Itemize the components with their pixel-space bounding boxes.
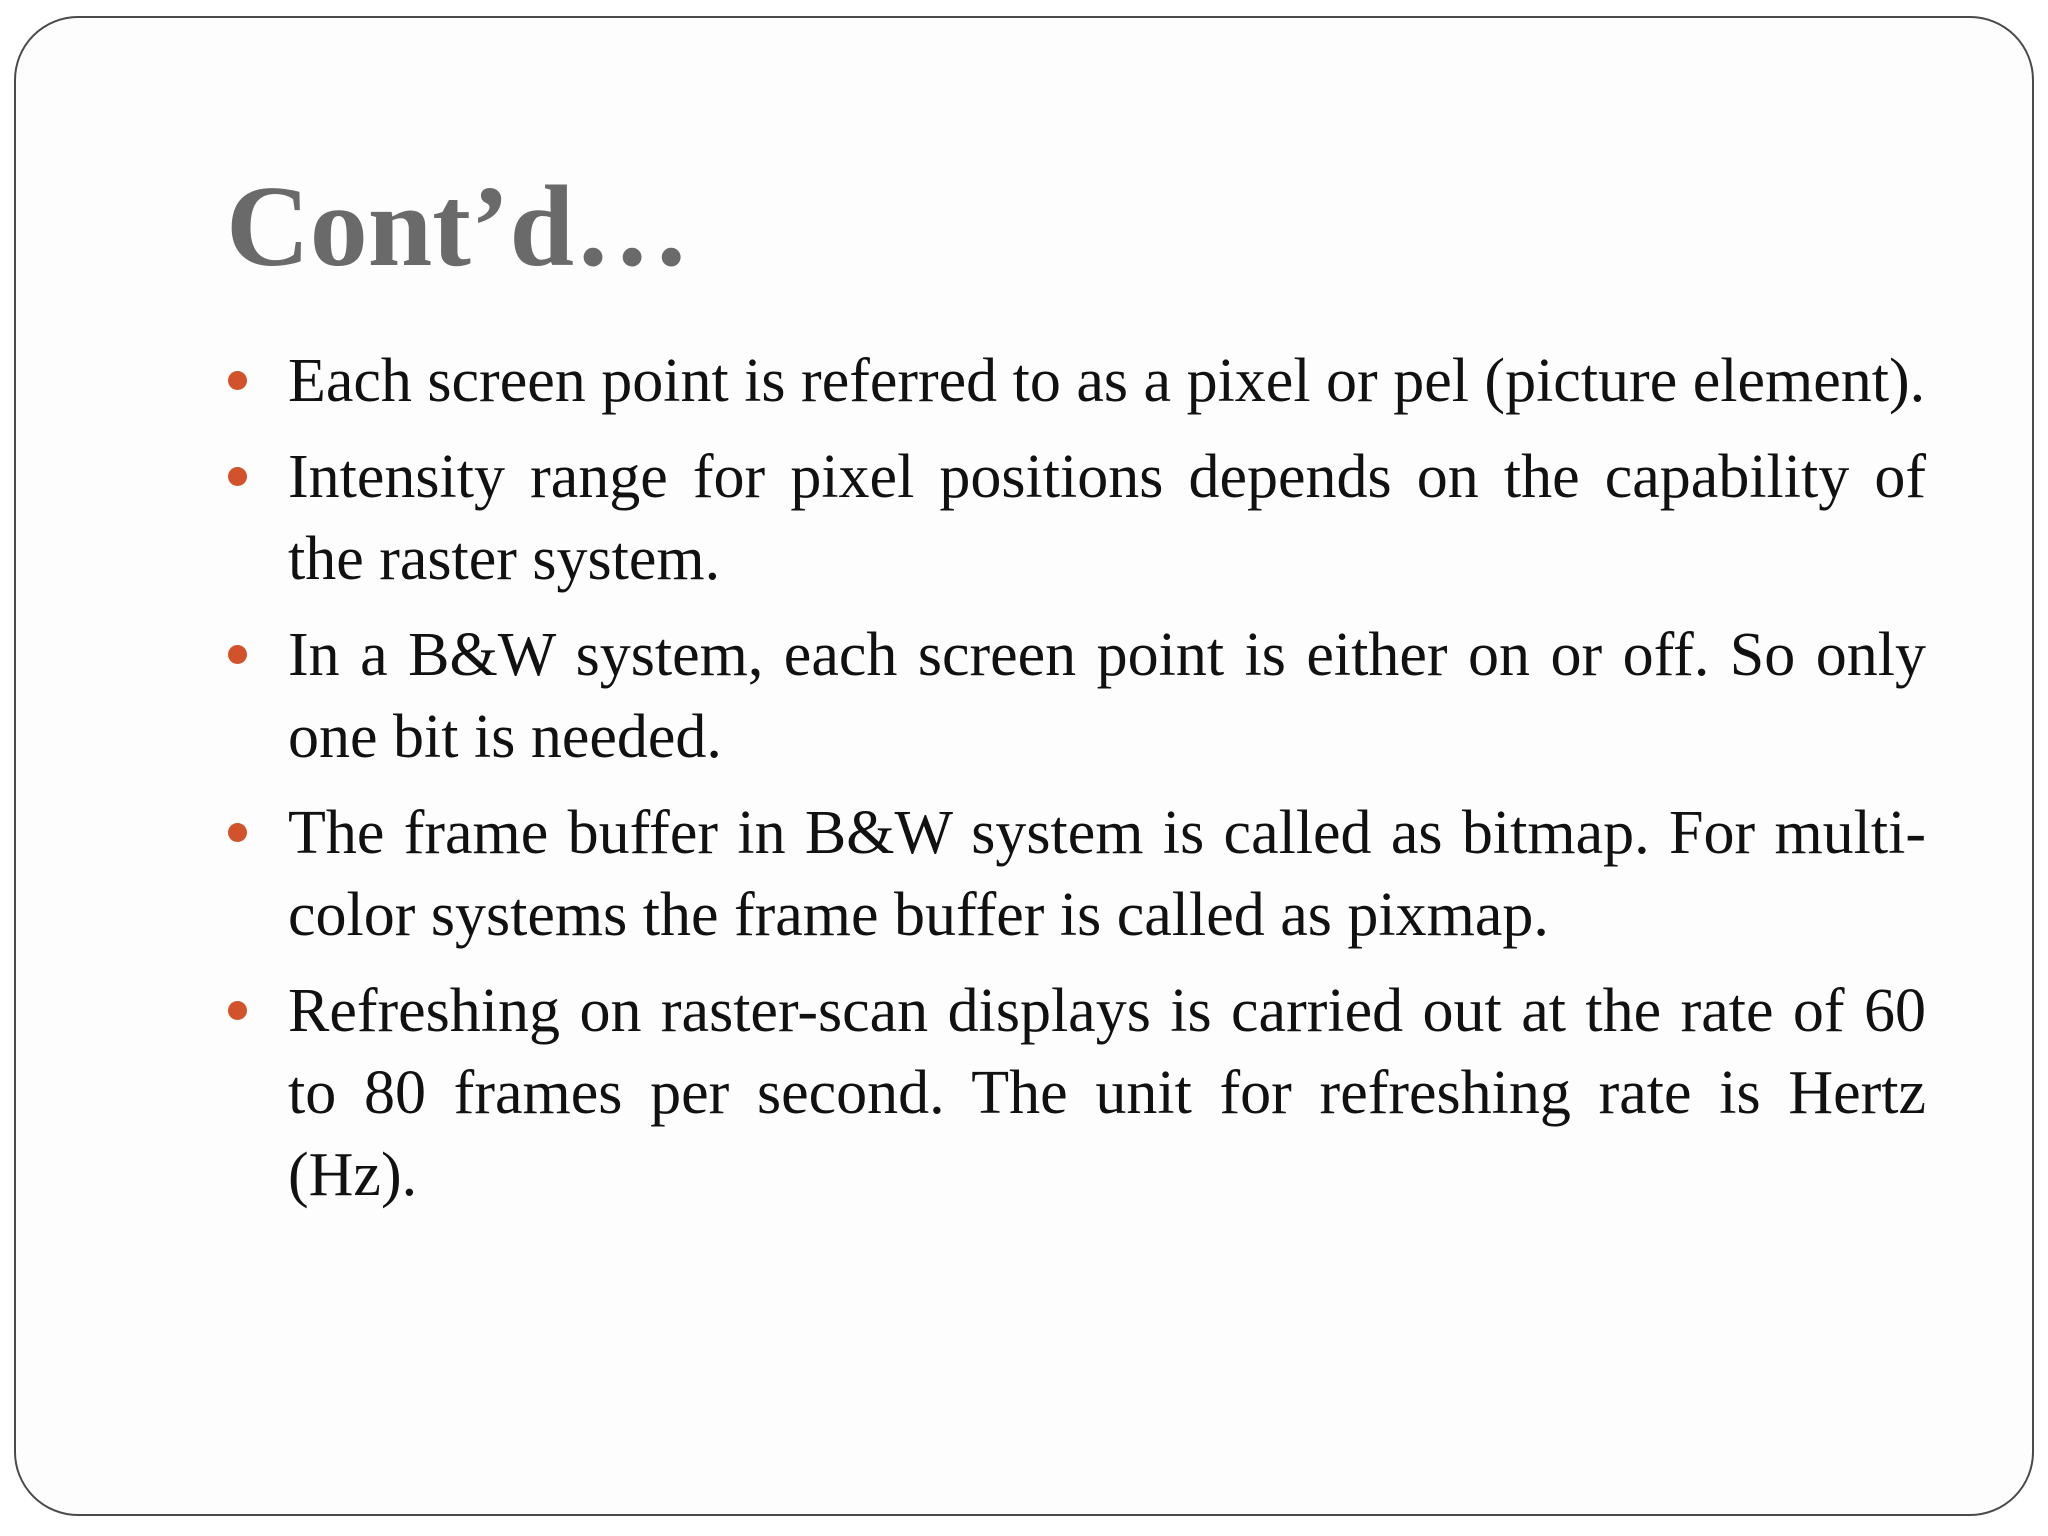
bullet-text: The frame buffer in B&W system is called as bitmap. For multi-color systems the frame buffer is called as pixmap. — [288, 799, 1926, 949]
bullet-text: Refreshing on raster-scan displays is carried out at the rate of 60 to 80 frames per second. The unit for refreshing rate is Hertz (Hz). — [288, 977, 1926, 1209]
bullet-item — [226, 970, 1926, 1216]
bullet-dot-icon — [228, 1001, 247, 1020]
bullet-text: Each screen point is referred to as a pixel or pel (picture element). — [288, 347, 1926, 415]
bullet-item — [226, 614, 1926, 778]
bullet-text: Intensity range for pixel positions depends on the capability of the raster system. — [288, 443, 1926, 593]
bullet-item — [226, 792, 1926, 956]
bullet-dot-icon — [228, 645, 247, 664]
bullet-item — [226, 340, 1926, 422]
bullet-text: In a B&W system, each screen point is either on or off. So only one bit is needed. — [288, 621, 1926, 771]
slide-title: Cont’d… — [226, 163, 691, 291]
bullet-dot-icon — [228, 823, 247, 842]
bullet-dot-icon — [228, 467, 247, 486]
bullet-item — [226, 436, 1926, 600]
bullet-list — [226, 340, 1926, 1230]
bullet-dot-icon — [228, 371, 247, 390]
